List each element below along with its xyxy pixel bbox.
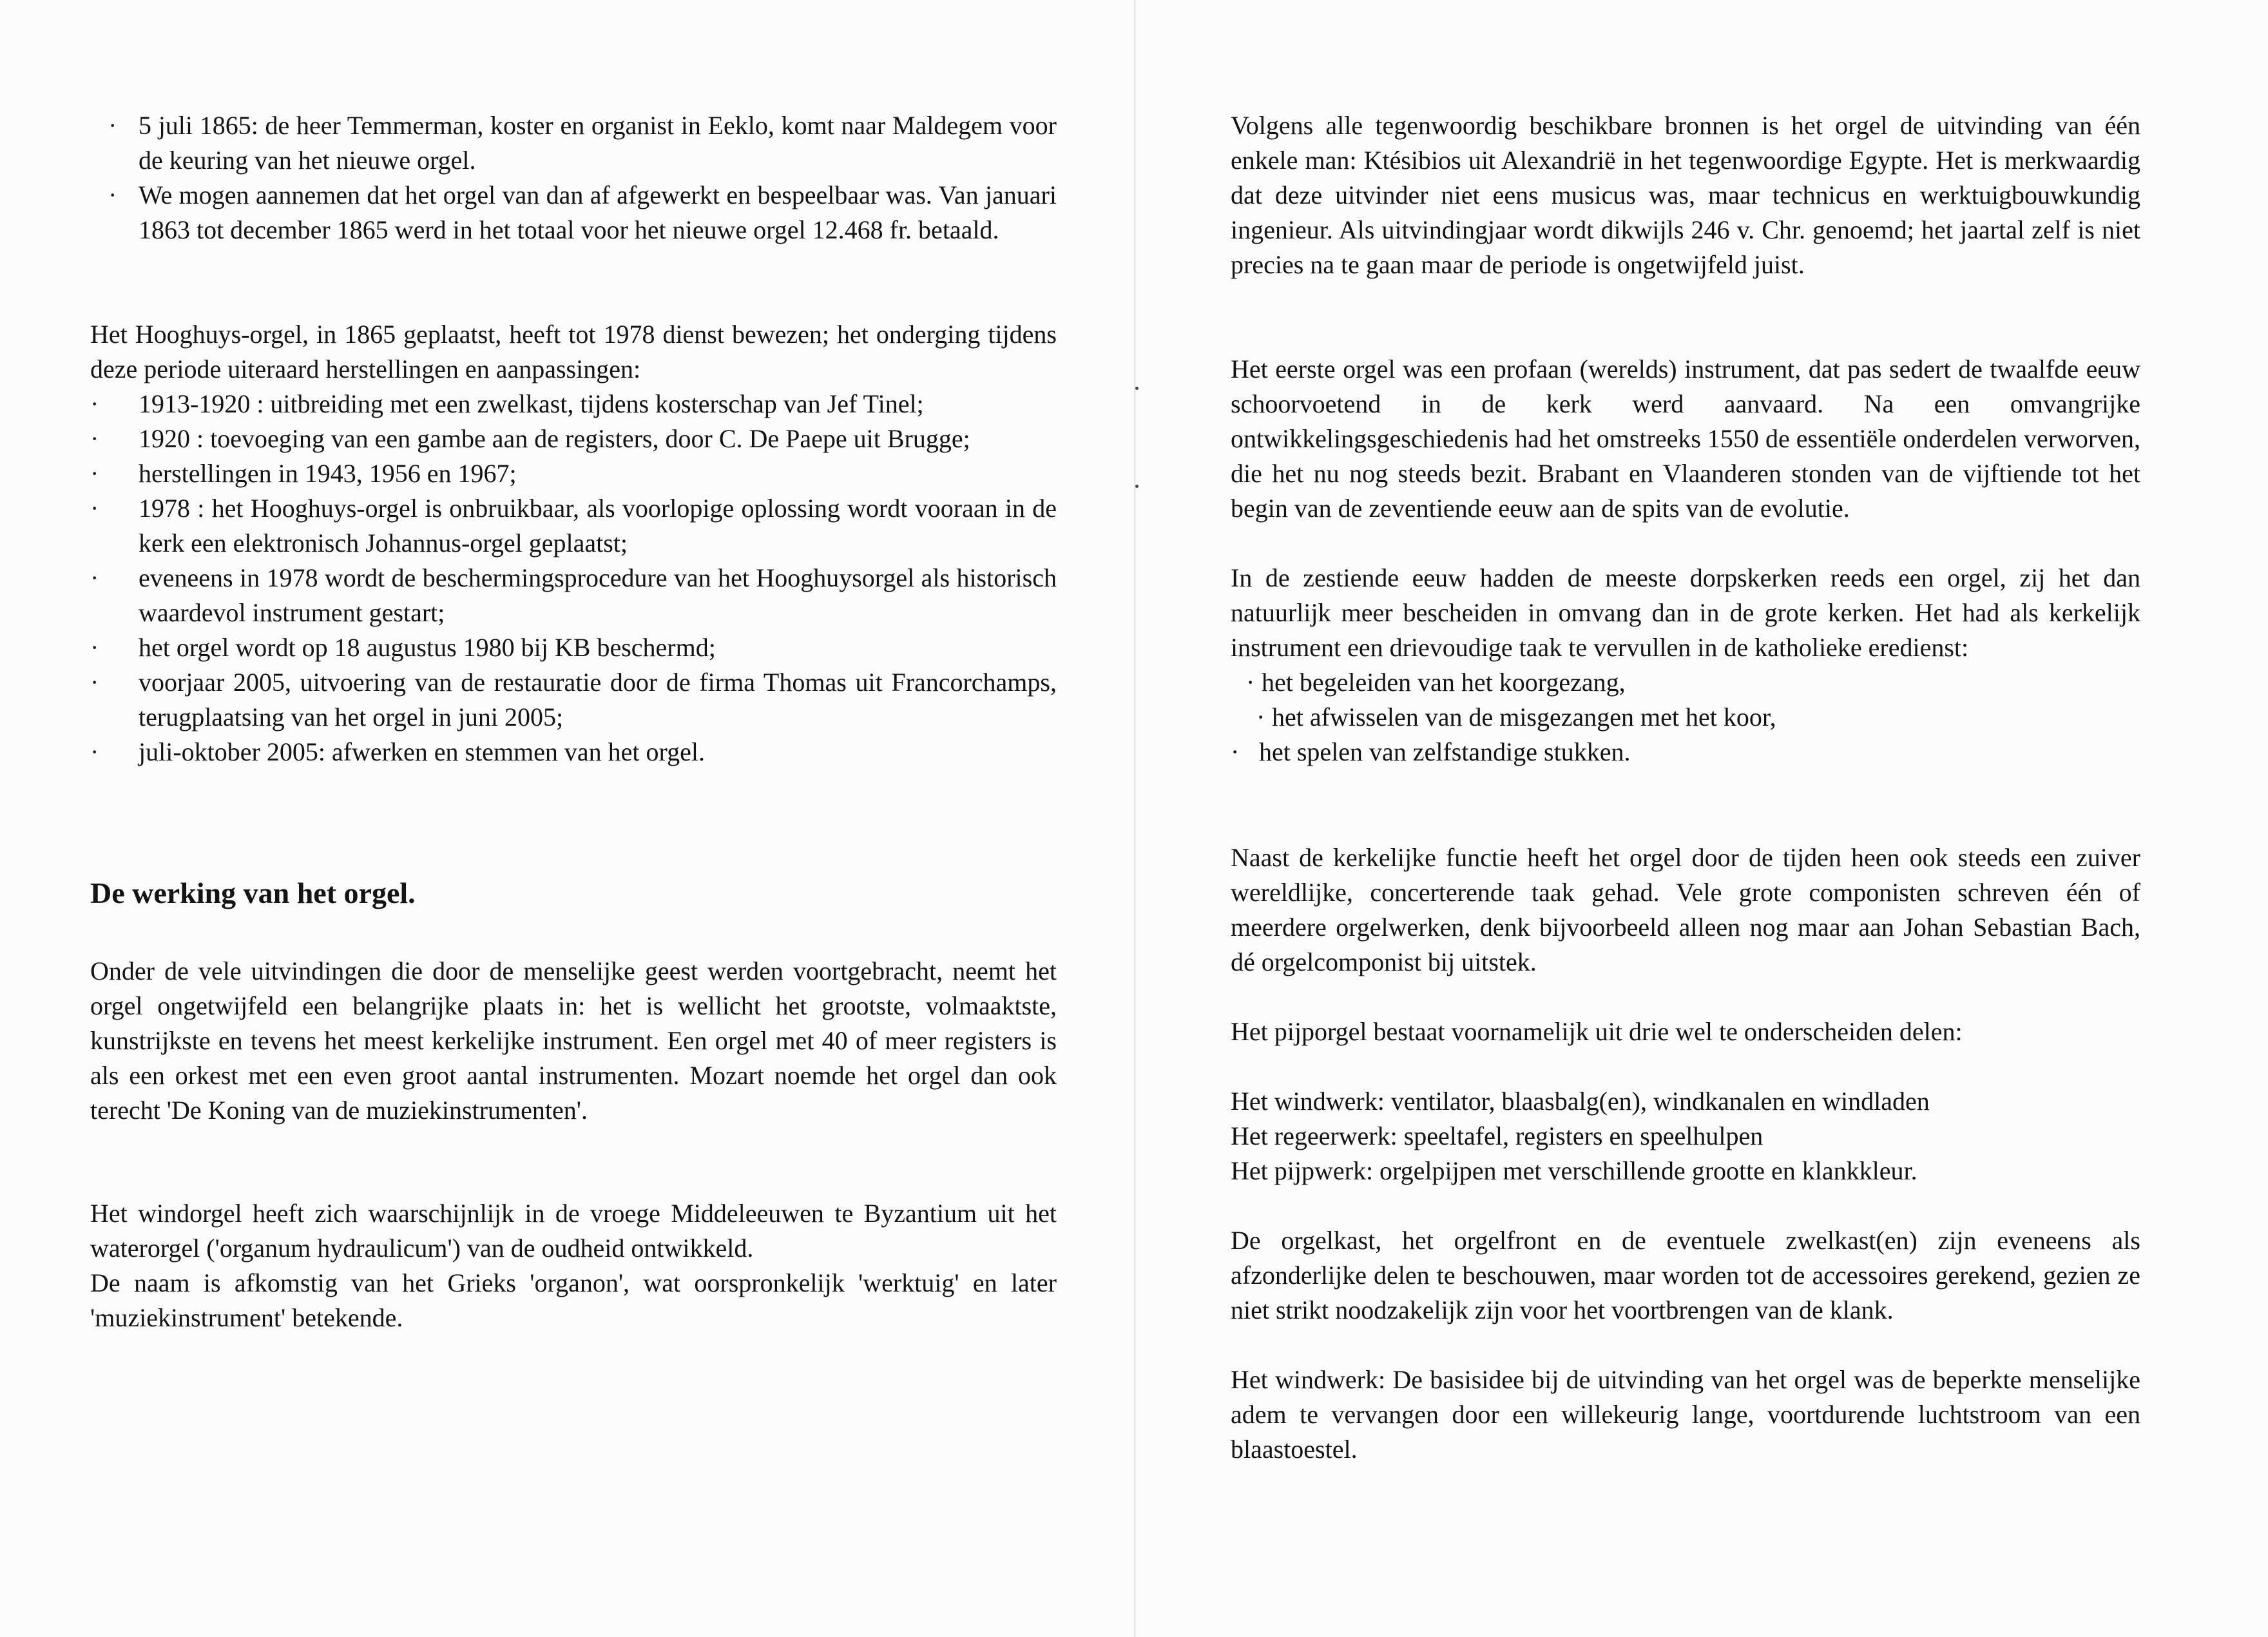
paragraph: Naast de kerkelijke functie heeft het orgel door de tijden heen ook steeds een zuiver wereldlijke, concerterende taak gehad. Vele grote componisten schreven één of meerdere orgelwerken, denk bijvoorbeeld alleen nog maar aan Johan Sebastian Bach, dé orgelcomponist bij uitstek. xyxy=(1231,843,2140,976)
section-heading: De werking van het orgel. xyxy=(90,877,416,909)
list-item: Het pijpwerk: orgelpijpen met verschillende grootte en klankkleur. xyxy=(1231,1156,1917,1185)
organ-parts-list xyxy=(1231,1084,2140,1188)
paragraph: De naam is afkomstig van het Grieks 'organon', wat oorspronkelijk 'werktuig' en later 'muziekinstrument' betekende. xyxy=(90,1268,1057,1332)
left-page xyxy=(90,0,1057,1637)
list-item: · 1913-1920 : uitbreiding met een zwelkast, tijdens kosterschap van Jef Tinel; xyxy=(90,389,924,418)
list-item: Het regeerwerk: speeltafel, registers en speelhulpen xyxy=(1231,1121,1763,1150)
page-fold xyxy=(1134,0,1136,1637)
right-paragraph-3 xyxy=(1231,561,2140,770)
right-paragraph-6 xyxy=(1231,1223,2140,1328)
right-page xyxy=(1231,0,2140,1637)
paragraph: Volgens alle tegenwoordig beschikbare bronnen is het orgel de uitvinding van één enkele man: Ktésibios uit Alexandrië in het tegenwoordige Egypte. Het is merkwaardig dat deze uitvinder niet eens musicus was, maar technicus en werktuigbouwkundig ingenieur. Als uitvindingjaar wordt dikwijls 246 v. Chr. genoemd; het jaartal zelf is niet precies na te gaan maar de periode is ongetwijfeld juist. xyxy=(1231,111,2140,279)
section-heading-block xyxy=(90,874,1057,913)
list-item: Het windwerk: ventilator, blaasbalg(en), windkanalen en windladen xyxy=(1231,1087,1930,1116)
tasks-list xyxy=(1231,665,2140,770)
timeline-list xyxy=(90,108,1057,247)
right-paragraph-5 xyxy=(1231,1014,2140,1049)
right-paragraph-2 xyxy=(1231,352,2140,526)
paragraph: Onder de vele uitvindingen die door de menselijke geest werden voortgebracht, neemt het orgel ongetwijfeld een belangrijke plaats in: het is wellicht het grootste, volmaaktste, kunstrijkste en tevens het meest kerkelijke instrument. Een orgel met 40 of meer registers is als een orkest met een even groot aantal instrumenten. Mozart noemde het orgel dan ook terecht 'De Koning van de muziekinstrumenten'. xyxy=(90,956,1057,1125)
list-item: · het spelen van zelfstandige stukken. xyxy=(1231,737,1631,766)
section-body xyxy=(90,954,1057,1128)
paragraph: De orgelkast, het orgelfront en de eventuele zwelkast(en) zijn eveneens als afzonderlijke delen te beschouwen, maar worden tot de accessoires gerekend, gezien ze niet strikt noodzakelijk zijn voor het voortbrengen van de klank. xyxy=(1231,1226,2140,1324)
list-item: · eveneens in 1978 wordt de beschermingsprocedure van het Hooghuysorgel als historisch waardevol instrument gestart; xyxy=(90,563,1057,627)
list-item: · voorjaar 2005, uitvoering van de restauratie door de firma Thomas uit Francorchamps, terugplaatsing van het orgel in juni 2005; xyxy=(90,668,1057,731)
paragraph: Het pijporgel bestaat voornamelijk uit drie wel te onderscheiden delen: xyxy=(1231,1017,1963,1046)
list-item: · het afwisselen van de misgezangen met het koor, xyxy=(1256,702,1776,731)
list-item: · We mogen aannemen dat het orgel van dan af afgewerkt en bespeelbaar was. Van januari 1863 tot december 1865 werd in het totaal voor het nieuwe orgel 12.468 fr. betaald. xyxy=(108,180,1057,244)
paragraph: In de zestiende eeuw hadden de meeste dorpskerken reeds een orgel, zij het dan natuurlijk meer bescheiden in omvang dan in de grote kerken. Het had als kerkelijk instrument een drievoudige taak te vervullen in de katholieke eredienst: xyxy=(1231,563,2140,662)
list-item: · herstellingen in 1943, 1956 en 1967; xyxy=(90,459,517,488)
list-item: · het begeleiden van het koorgezang, xyxy=(1246,668,1626,697)
list-item: · het orgel wordt op 18 augustus 1980 bij KB beschermd; xyxy=(90,633,716,662)
list-item: · juli-oktober 2005: afwerken en stemmen van het orgel. xyxy=(90,737,706,766)
paragraph: Het windwerk: De basisidee bij de uitvinding van het orgel was de beperkte menselijke adem te vervangen door een willekeurig lange, voortdurende luchtstroom van een blaastoestel. xyxy=(1231,1365,2140,1464)
list-item: · 1920 : toevoeging van een gambe aan de registers, door C. De Paepe uit Brugge; xyxy=(90,424,970,453)
paragraph: Het eerste orgel was een profaan (werelds) instrument, dat pas sedert de twaalfde eeuw schoorvoetend in de kerk werd aanvaard. Na een omvangrijke ontwikkelingsgeschiedenis had het omstreeks 1550 de essentiële onderdelen verworven, die het nu nog steeds bezit. Brabant en Vlaanderen stonden van de vijftiende tot het begin van de zeventiende eeuw aan de spits van de evolutie. xyxy=(1231,354,2140,523)
scan-speck xyxy=(1135,485,1139,488)
list-item: · 5 juli 1865: de heer Temmerman, koster en organist in Eeklo, komt naar Maldegem voor de keuring van het nieuwe orgel. xyxy=(108,111,1057,175)
repairs-section xyxy=(90,317,1057,387)
right-paragraph-4 xyxy=(1231,840,2140,980)
right-paragraph-7 xyxy=(1231,1362,2140,1467)
scan-speck xyxy=(1135,387,1139,390)
repairs-list xyxy=(90,387,1057,770)
repairs-intro: Het Hooghuys-orgel, in 1865 geplaatst, heeft tot 1978 dienst bewezen; het onderging tijdens deze periode uiteraard herstellingen en aanpassingen: xyxy=(90,320,1057,383)
section-body-2 xyxy=(90,1196,1057,1335)
right-paragraph-1 xyxy=(1231,108,2140,282)
list-item: · 1978 : het Hooghuys-orgel is onbruikbaar, als voorlopige oplossing wordt vooraan in de kerk een elektronisch Johannus-orgel geplaatst; xyxy=(90,494,1057,557)
paragraph: Het windorgel heeft zich waarschijnlijk in de vroege Middeleeuwen te Byzantium uit het waterorgel ('organum hydraulicum') van de oudheid ontwikkeld. xyxy=(90,1199,1057,1263)
